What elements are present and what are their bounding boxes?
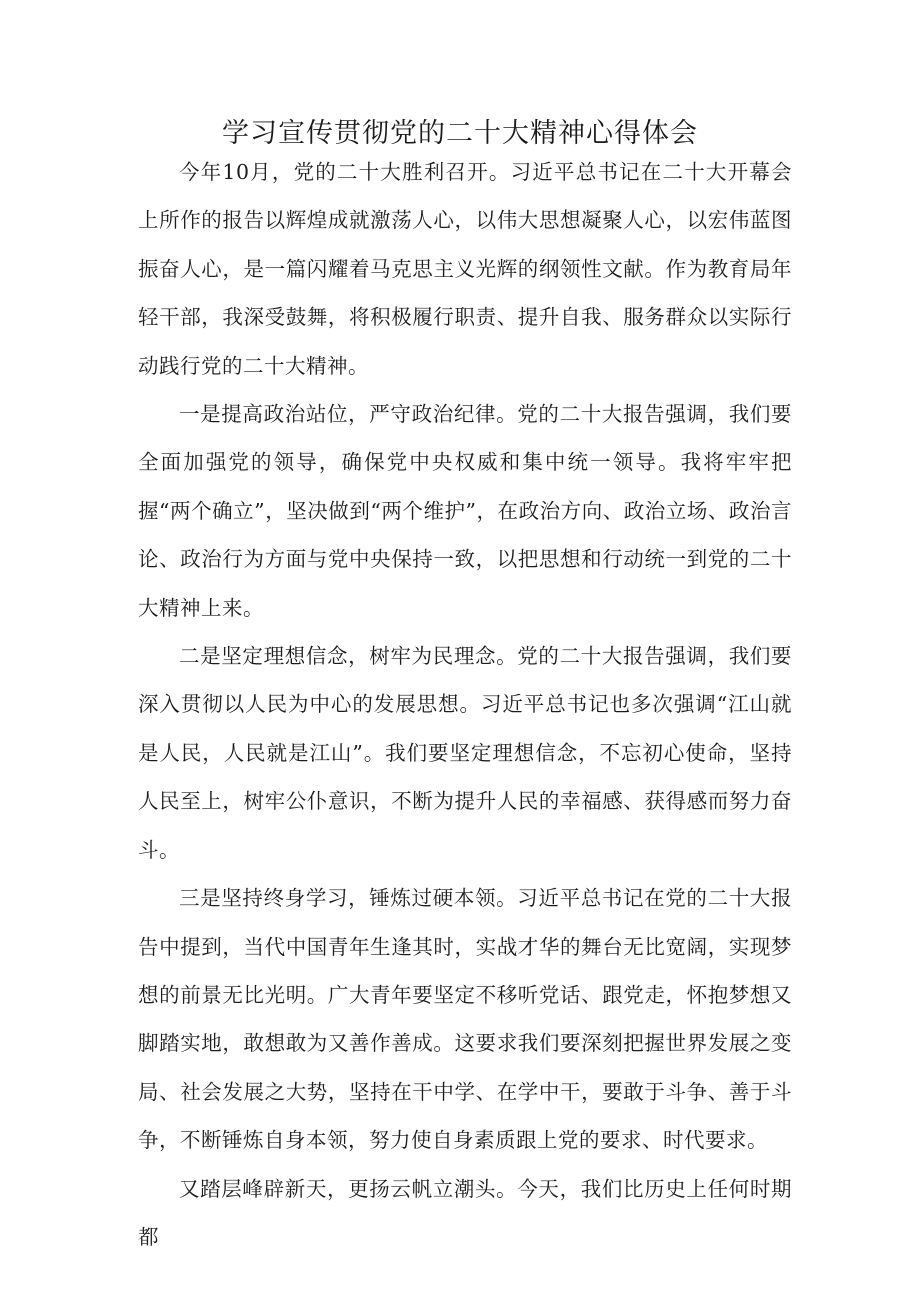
paragraph-point-one: 一是提高政治站位，严守政治纪律。党的二十大报告强调，我们要全面加强党的领导，确保党中央权威和集中统一领导。我将牢牢把握“两个确立”，坚决做到“两个维护”，在政治方向、政治立场、政治言论、政治行为方面与党中央保持一致，以把思想和行动统一到党的二十大精神上来。 (138, 402, 792, 620)
paragraph-intro: 今年10月，党的二十大胜利召开。习近平总书记在二十大开幕会上所作的报告以辉煌成就激荡人心，以伟大思想凝聚人心，以宏伟蓝图振奋人心，是一篇闪耀着马克思主义光辉的纲领性文献。作为教育局年轻干部，我深受鼓舞，将积极履行职责、提升自我、服务群众以实际行动践行党的二十大精神。 (138, 160, 792, 378)
paragraph-closing: 又踏层峰辟新天，更扬云帆立潮头。今天，我们比历史上任何时期都 (138, 1176, 792, 1249)
paragraph-point-two: 二是坚定理想信念，树牢为民理念。党的二十大报告强调，我们要深入贯彻以人民为中心的发展思想。习近平总书记也多次强调“江山就是人民，人民就是江山”。我们要坚定理想信念，不忘初心使命，坚持人民至上，树牢公仆意识，不断为提升人民的幸福感、获得感而努力奋斗。 (138, 644, 792, 862)
document-body (138, 148, 792, 1261)
document-title: 学习宣传贯彻党的二十大精神心得体会 (222, 118, 698, 149)
paragraph-point-three: 三是坚持终身学习，锤炼过硬本领。习近平总书记在党的二十大报告中提到，当代中国青年生逢其时，实战才华的舞台无比宽阔，实现梦想的前景无比光明。广大青年要坚定不移听党话、跟党走，怀抱梦想又脚踏实地，敢想敢为又善作善成。这要求我们要深刻把握世界发展之变局、社会发展之大势，坚持在干中学、在学中干，要敢于斗争、善于斗争，不断锤炼自身本领，努力使自身素质跟上党的要求、时代要求。 (138, 886, 792, 1153)
